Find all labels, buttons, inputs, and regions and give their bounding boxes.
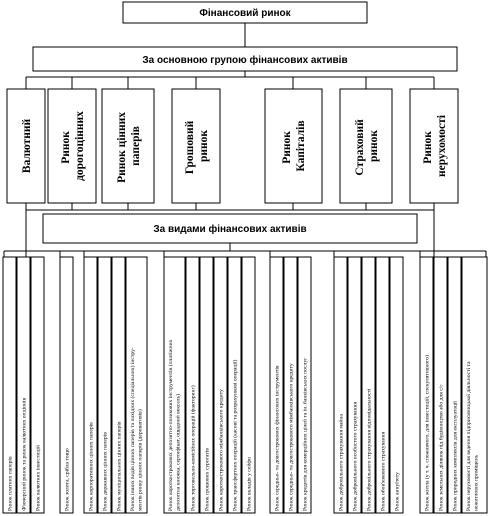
- item-box: [334, 257, 347, 513]
- market-label-line: Грошовий: [184, 120, 196, 175]
- title-node: [123, 2, 367, 23]
- item-box: [98, 257, 111, 513]
- item-label: [35, 445, 42, 511]
- item-box: [17, 257, 30, 513]
- item-box: [270, 257, 283, 513]
- item-label: [232, 360, 239, 511]
- item-box: [284, 257, 297, 513]
- market-node-money: [172, 89, 220, 203]
- item-label-line: Ринок обов'язкового страхування: [380, 431, 387, 511]
- market-label-line: Страховий: [354, 119, 366, 176]
- item-label: [352, 401, 359, 511]
- item-label-line: Ринок вкладів у сейфи: [246, 457, 253, 511]
- item-label-line: Ринок короткострокового міжбанківського кредиту: [218, 389, 225, 511]
- item-box: [126, 257, 147, 513]
- item-label: [395, 472, 401, 511]
- item-label-line: Ринок житла (у т. ч. споживчого, для інвестицій, спекулятивного): [424, 355, 431, 511]
- item-label-line: Ф'ючерсний ринок та ринок валютних опціонів: [21, 397, 28, 511]
- item-box: [200, 257, 213, 513]
- item-label: [218, 389, 225, 511]
- item-label: [89, 422, 95, 511]
- item-box: [214, 257, 227, 513]
- market-label-line: ринок: [368, 129, 380, 163]
- item-label: [366, 388, 373, 511]
- market-label-line: Ринок цінних: [116, 111, 128, 183]
- market-label-line: Валютний: [21, 118, 33, 174]
- market-node-precious: [48, 89, 96, 203]
- market-label-line: Капіталів: [295, 120, 307, 172]
- item-box: [420, 257, 433, 513]
- market-label-line: Ринок: [281, 131, 293, 164]
- item-box: [84, 257, 97, 513]
- item-label: [338, 414, 345, 511]
- item-box: [60, 257, 73, 513]
- item-box: [448, 257, 461, 513]
- item-box: [186, 257, 199, 513]
- item-box: [242, 257, 255, 513]
- item-label-line: Ринок добровільного страхування майна: [338, 414, 345, 511]
- item-label-line: Ринок кредитів для комерційних цілей та ін. банківських послуг: [302, 357, 309, 511]
- item-label-line: Ринок золота, срібла тощо: [64, 448, 71, 511]
- item-label-line: ментів ринку цінних паперів (деривативів): [137, 409, 144, 511]
- item-box: [462, 257, 487, 513]
- item-label: [21, 398, 28, 511]
- market-label-line: нерухомості: [436, 115, 448, 177]
- item-label-line: Ринок державних цінних паперів: [102, 432, 109, 511]
- item-box: [31, 257, 44, 513]
- item-label-line: Ринок короткострокових депозитно-позикових інструментів (платіжних: [168, 339, 174, 511]
- item-label-line: Ринок добровільного особистого страхування: [352, 401, 359, 511]
- item-label-line: Ринок аннуїтету: [394, 472, 401, 511]
- market-label-line: ринок: [198, 129, 210, 163]
- item-label: [64, 448, 71, 511]
- item-label-line: Ринок середньо- та довгострокового міжбанківського кредиту: [288, 363, 295, 511]
- item-label: [274, 365, 281, 511]
- item-box: [164, 257, 185, 513]
- item-label: [205, 448, 211, 511]
- group-by-asset-node: [33, 47, 457, 71]
- item-label-line: Ринок корпоративних цінних паперів: [88, 422, 95, 511]
- item-label-line: Ринок платних паперів: [7, 456, 14, 511]
- item-label-line: нежитлових приміщень: [473, 454, 480, 511]
- item-box: [362, 257, 375, 513]
- item-box: [228, 257, 241, 513]
- item-label: [8, 456, 14, 511]
- item-label: [190, 385, 197, 511]
- item-box: [376, 257, 389, 513]
- market-node-currency: [7, 89, 45, 203]
- market-nodes: [7, 89, 458, 203]
- market-node-securities: [102, 89, 154, 203]
- item-label: [288, 363, 295, 511]
- group-by-asset-text: За основною групою фінансових активів: [142, 55, 348, 66]
- item-label: [103, 432, 109, 511]
- item-box: [434, 257, 447, 513]
- item-box: [112, 257, 125, 513]
- item-label: [117, 421, 123, 511]
- market-label: [21, 119, 33, 174]
- market-label-line: Ринок: [422, 131, 434, 164]
- item-label-line: Ринок середньо- та довгострокових фінансових інструментів: [274, 365, 281, 511]
- market-node-insurance: [340, 89, 392, 203]
- item-label-line: Ринок грошових сурогатів: [204, 448, 211, 511]
- item-label: [380, 431, 387, 511]
- item-label-line: Ринок нерухомості для ведення підприємницької діяльності та: [466, 361, 472, 511]
- item-label-line: Ринок торговельно-комісійних операцій (факторинг): [190, 385, 197, 511]
- item-box: [3, 257, 16, 513]
- item-label-line: Ринок інших видів цінних паперів та похідних (спеціальних) інстру-: [130, 347, 136, 511]
- group-by-type-node: [43, 214, 417, 243]
- title-text: Фінансовий ринок: [199, 8, 291, 19]
- item-label-line: Ринок муніципальних цінних паперів: [116, 421, 123, 511]
- item-label: [453, 401, 459, 511]
- item-label-line: Ринок валютних інвестицій: [35, 445, 42, 511]
- item-box: [348, 257, 361, 513]
- item-box: [298, 257, 311, 513]
- item-label: [302, 357, 309, 511]
- item-label: [438, 384, 445, 511]
- item-box: [390, 257, 403, 513]
- item-label: [424, 355, 431, 511]
- market-node-realestate: [410, 89, 458, 203]
- group-by-type-text: За видами фінансових активів: [153, 224, 307, 235]
- item-label: [246, 457, 253, 511]
- market-label-line: Ринок: [60, 131, 72, 164]
- item-label-line: Ринок земельних ділянок під будівництво або для с/г: [438, 384, 445, 511]
- item-label-line: Ринок добровільного страхування відповідальності: [366, 388, 373, 511]
- item-label-line: Ринок трансфертних операцій (касові та розрахункові операції): [232, 359, 239, 511]
- market-node-capital: [265, 89, 322, 203]
- item-label-line: Ринок природних комплексів для експлуатації: [452, 401, 459, 511]
- item-nodes: [3, 257, 487, 513]
- market-label-line: дорогоцінних: [74, 111, 86, 181]
- item-label-line: депозитна книжка, сертифікат, ощадний вексель): [175, 393, 182, 511]
- market-label-line: паперів: [130, 126, 142, 166]
